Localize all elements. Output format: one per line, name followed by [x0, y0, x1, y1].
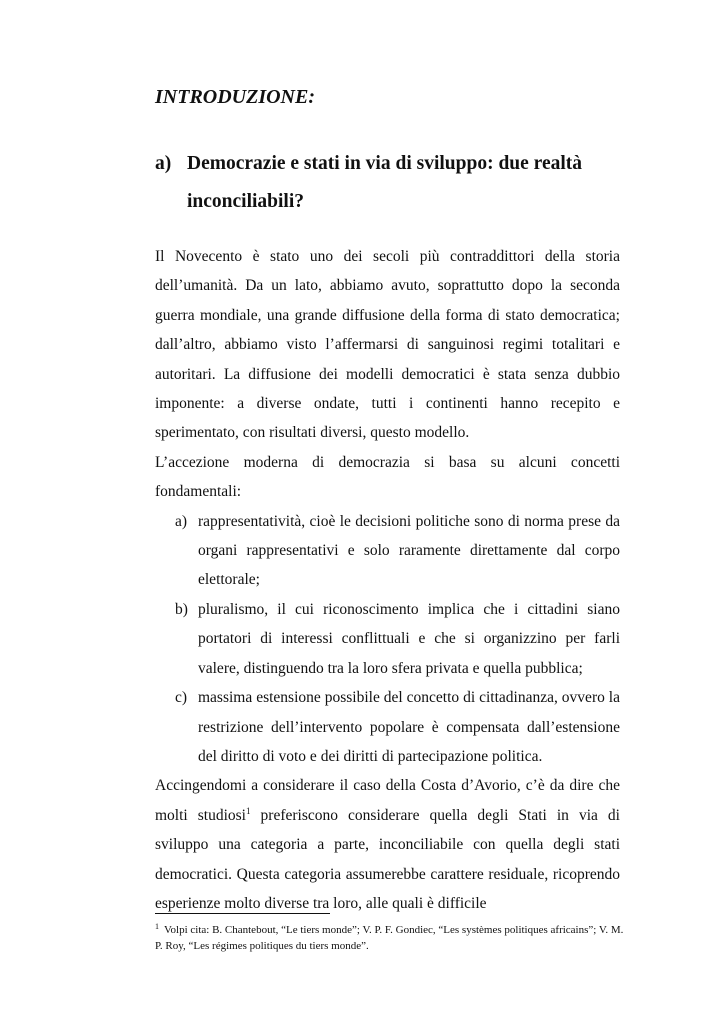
list-item-marker: c)	[175, 689, 188, 707]
list-item-text: pluralismo, il cui riconoscimento implica che i cittadini siano portatori di interessi conflittuali e che si organizzino per farli valere, distinguendo tra la loro sfera privata e quella pubblica;	[198, 600, 620, 677]
section-title-line2: inconciliabili?	[187, 191, 305, 212]
list-item	[155, 595, 620, 683]
footnote-divider	[155, 913, 330, 914]
footnote-number: 1	[155, 922, 159, 931]
body-text	[155, 242, 620, 918]
list-item-marker: a)	[175, 512, 188, 530]
section-heading	[155, 145, 625, 221]
concepts-list	[155, 507, 620, 772]
list-item-text: massima estensione possibile del concetto di cittadinanza, ovvero la restrizione dell’intervento popolare è compensata dall’estensione del diritto di voto e dei diritti di partecipazione politica.	[198, 689, 620, 765]
footnote-text: Volpi cita: B. Chantebout, “Le tiers monde”; V. P. F. Gondiec, “Les systèmes politiques africains”; V. M. P. Roy, “Les régimes politiques du tiers monde”.	[155, 924, 624, 952]
section-marker: a)	[155, 153, 172, 174]
paragraph-3-part1: Accingendomi a considerare il caso della Costa d’Avorio, c’è da dire che molti studiosi	[155, 777, 620, 824]
footnote-reference[interactable]: 1	[246, 805, 251, 816]
list-item	[155, 507, 620, 595]
list-item	[155, 683, 620, 771]
list-item-text: rappresentatività, cioè le decisioni politiche sono di norma prese da organi rappresentativi e solo raramente direttamente dal corpo elettorale;	[198, 512, 620, 589]
paragraph-3-part2: preferiscono considerare quella degli Stati in via di sviluppo una categoria a parte, inconciliabile con quella degli stati democratici. Questa categoria assumerebbe carattere residuale, ricoprendo esperienze molto diverse tra loro, alle quali è difficile	[155, 806, 620, 912]
footnote	[155, 922, 625, 954]
chapter-title: INTRODUZIONE:	[155, 86, 315, 108]
section-title-line1: Democrazie e stati in via di sviluppo: due realtà	[187, 153, 583, 174]
list-item-marker: b)	[175, 600, 188, 618]
paragraph-3	[155, 771, 620, 918]
paragraph-2: L’accezione moderna di democrazia si basa su alcuni concetti fondamentali:	[155, 453, 620, 501]
paragraph-1: Il Novecento è stato uno dei secoli più contraddittori della storia dell’umanità. Da un lato, abbiamo avuto, soprattutto dopo la seconda guerra mondiale, una grande diffusione della forma di stato democratica; dall’altro, abbiamo visto l’affermarsi di sanguinosi regimi totalitari e autoritari. La diffusione dei modelli democratici è stata senza dubbio imponente: a diverse ondate, tutti i continenti hanno recepito e sperimentato, con risultati diversi, questo modello.	[155, 248, 620, 442]
